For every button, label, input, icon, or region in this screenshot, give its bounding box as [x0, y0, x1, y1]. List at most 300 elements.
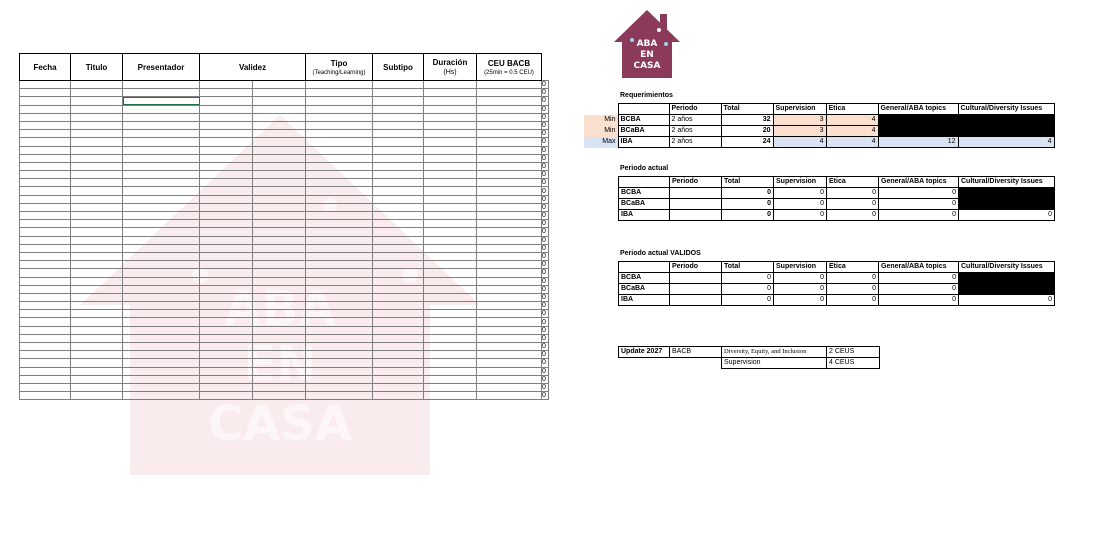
table-cell[interactable]: [123, 310, 200, 318]
table-cell[interactable]: [424, 195, 477, 203]
table-cell[interactable]: [200, 203, 253, 211]
table-cell[interactable]: [71, 228, 123, 236]
ceu-cell[interactable]: 0: [542, 359, 549, 367]
table-cell[interactable]: [253, 375, 306, 383]
table-cell[interactable]: [373, 334, 424, 342]
header-cell[interactable]: Periodo: [670, 262, 722, 273]
table-cell[interactable]: [306, 277, 373, 285]
table-cell[interactable]: [424, 334, 477, 342]
table-cell[interactable]: [424, 171, 477, 179]
table-cell[interactable]: [123, 97, 200, 105]
table-cell[interactable]: [253, 81, 306, 89]
header-cell[interactable]: General/ABA topics: [878, 104, 958, 115]
table-cell[interactable]: [71, 121, 123, 129]
table-cell[interactable]: [306, 220, 373, 228]
table-cell[interactable]: [253, 261, 306, 269]
header-cell[interactable]: Periodo: [670, 177, 722, 188]
table-cell[interactable]: [71, 154, 123, 162]
table-cell[interactable]: [477, 171, 542, 179]
table-cell[interactable]: [253, 310, 306, 318]
table-cell[interactable]: [424, 81, 477, 89]
update-org[interactable]: BACB: [670, 347, 722, 358]
table-cell[interactable]: [424, 318, 477, 326]
table-cell[interactable]: [123, 220, 200, 228]
table-cell[interactable]: [477, 334, 542, 342]
table-cell[interactable]: [123, 285, 200, 293]
table-cell[interactable]: [373, 359, 424, 367]
cultural-cell[interactable]: 4: [958, 137, 1054, 148]
table-cell[interactable]: [123, 277, 200, 285]
header-ceu[interactable]: CEU BACB (25min = 0.5 CEU): [477, 54, 542, 81]
table-cell[interactable]: [123, 113, 200, 121]
table-cell[interactable]: [306, 334, 373, 342]
table-cell[interactable]: [253, 269, 306, 277]
general-cell[interactable]: 12: [878, 137, 958, 148]
ceu-cell[interactable]: 0: [542, 81, 549, 89]
table-cell[interactable]: [424, 146, 477, 154]
table-cell[interactable]: [424, 212, 477, 220]
table-cell[interactable]: [253, 146, 306, 154]
table-cell[interactable]: [71, 195, 123, 203]
table-cell[interactable]: [20, 121, 71, 129]
ceu-cell[interactable]: 0: [542, 261, 549, 269]
header-fecha[interactable]: Fecha: [20, 54, 71, 81]
table-cell[interactable]: [253, 162, 306, 170]
table-cell[interactable]: [200, 228, 253, 236]
table-cell[interactable]: [71, 89, 123, 97]
table-cell[interactable]: [477, 302, 542, 310]
cultural-cell[interactable]: [959, 188, 1055, 199]
table-cell[interactable]: [200, 367, 253, 375]
ceu-cell[interactable]: 0: [542, 130, 549, 138]
supervision-cell[interactable]: 4: [773, 137, 826, 148]
periodo-cell[interactable]: [670, 284, 722, 295]
table-cell[interactable]: [200, 277, 253, 285]
table-cell[interactable]: [123, 138, 200, 146]
update-ceus-1[interactable]: 2 CEUS: [827, 347, 880, 358]
table-cell[interactable]: [477, 187, 542, 195]
table-cell[interactable]: [253, 138, 306, 146]
table-cell[interactable]: [123, 252, 200, 260]
table-cell[interactable]: [306, 293, 373, 301]
ceu-cell[interactable]: 0: [542, 244, 549, 252]
total-cell[interactable]: 0: [722, 273, 774, 284]
name-cell[interactable]: BCaBA: [619, 199, 670, 210]
table-cell[interactable]: [20, 97, 71, 105]
table-cell[interactable]: [306, 171, 373, 179]
table-cell[interactable]: [306, 113, 373, 121]
table-cell[interactable]: [424, 269, 477, 277]
table-cell[interactable]: [200, 121, 253, 129]
table-cell[interactable]: [373, 326, 424, 334]
table-cell[interactable]: [373, 187, 424, 195]
table-cell[interactable]: [123, 121, 200, 129]
table-cell[interactable]: [424, 392, 477, 400]
table-cell[interactable]: [373, 244, 424, 252]
etica-cell[interactable]: 4: [826, 115, 878, 126]
table-cell[interactable]: [253, 359, 306, 367]
table-cell[interactable]: [71, 130, 123, 138]
table-cell[interactable]: [477, 318, 542, 326]
table-cell[interactable]: [20, 277, 71, 285]
header-cell[interactable]: Total: [722, 262, 774, 273]
table-cell[interactable]: [373, 171, 424, 179]
etica-cell[interactable]: 0: [827, 188, 879, 199]
table-cell[interactable]: [71, 179, 123, 187]
table-cell[interactable]: [123, 293, 200, 301]
table-cell[interactable]: [71, 367, 123, 375]
table-cell[interactable]: [424, 359, 477, 367]
table-cell[interactable]: [200, 105, 253, 113]
table-cell[interactable]: [253, 195, 306, 203]
table-cell[interactable]: [20, 203, 71, 211]
table-cell[interactable]: [477, 383, 542, 391]
ceu-cell[interactable]: 0: [542, 375, 549, 383]
table-cell[interactable]: [123, 351, 200, 359]
table-cell[interactable]: [20, 261, 71, 269]
name-cell[interactable]: BCBA: [618, 115, 669, 126]
table-cell[interactable]: [424, 138, 477, 146]
table-cell[interactable]: [477, 154, 542, 162]
table-cell[interactable]: [424, 130, 477, 138]
supervision-cell[interactable]: 0: [774, 188, 827, 199]
table-cell[interactable]: [71, 302, 123, 310]
supervision-cell[interactable]: 0: [774, 210, 827, 221]
table-cell[interactable]: [200, 334, 253, 342]
table-cell[interactable]: [200, 89, 253, 97]
cultural-cell[interactable]: 0: [959, 295, 1055, 306]
table-cell[interactable]: [477, 236, 542, 244]
table-cell[interactable]: [123, 162, 200, 170]
total-cell[interactable]: 32: [721, 115, 773, 126]
header-cell[interactable]: Supervision: [774, 177, 827, 188]
table-cell[interactable]: [306, 310, 373, 318]
table-cell[interactable]: [306, 375, 373, 383]
ceu-cell[interactable]: 0: [542, 392, 549, 400]
table-cell[interactable]: [373, 138, 424, 146]
ceu-cell[interactable]: 0: [542, 293, 549, 301]
periodo-cell[interactable]: [670, 295, 722, 306]
ceu-cell[interactable]: 0: [542, 236, 549, 244]
table-cell[interactable]: [477, 277, 542, 285]
table-cell[interactable]: [20, 171, 71, 179]
table-cell[interactable]: [477, 359, 542, 367]
table-cell[interactable]: [306, 392, 373, 400]
table-cell[interactable]: [253, 252, 306, 260]
table-cell[interactable]: [424, 343, 477, 351]
cultural-cell[interactable]: [959, 199, 1055, 210]
table-cell[interactable]: [123, 89, 200, 97]
table-cell[interactable]: [424, 203, 477, 211]
table-cell[interactable]: [306, 261, 373, 269]
etica-cell[interactable]: 4: [826, 137, 878, 148]
periodo-cell[interactable]: 2 años: [669, 137, 721, 148]
table-cell[interactable]: [123, 367, 200, 375]
table-cell[interactable]: [200, 146, 253, 154]
table-cell[interactable]: [373, 195, 424, 203]
header-cell[interactable]: Cultural/Diversity Issues: [959, 177, 1055, 188]
table-cell[interactable]: [253, 383, 306, 391]
supervision-cell[interactable]: 0: [774, 199, 827, 210]
table-cell[interactable]: [306, 318, 373, 326]
table-cell[interactable]: [373, 121, 424, 129]
table-cell[interactable]: [424, 179, 477, 187]
etica-cell[interactable]: 4: [826, 126, 878, 137]
table-cell[interactable]: [20, 269, 71, 277]
table-cell[interactable]: [253, 105, 306, 113]
table-cell[interactable]: [424, 310, 477, 318]
cultural-cell[interactable]: [959, 273, 1055, 284]
table-cell[interactable]: [253, 293, 306, 301]
table-cell[interactable]: [200, 179, 253, 187]
table-cell[interactable]: [253, 351, 306, 359]
table-cell[interactable]: [123, 343, 200, 351]
cultural-cell[interactable]: [958, 115, 1054, 126]
table-cell[interactable]: [306, 285, 373, 293]
table-cell[interactable]: [373, 130, 424, 138]
table-cell[interactable]: [253, 244, 306, 252]
header-cell[interactable]: Cultural/Diversity Issues: [958, 104, 1054, 115]
table-cell[interactable]: [306, 138, 373, 146]
table-cell[interactable]: [71, 383, 123, 391]
table-cell[interactable]: [20, 195, 71, 203]
table-cell[interactable]: [200, 318, 253, 326]
table-cell[interactable]: [253, 326, 306, 334]
table-cell[interactable]: [424, 261, 477, 269]
name-cell[interactable]: BCaBA: [618, 126, 669, 137]
table-cell[interactable]: [20, 375, 71, 383]
table-cell[interactable]: [477, 343, 542, 351]
ceu-cell[interactable]: 0: [542, 146, 549, 154]
table-cell[interactable]: [373, 162, 424, 170]
ceu-cell[interactable]: 0: [542, 171, 549, 179]
ceu-cell[interactable]: 0: [542, 252, 549, 260]
ceu-cell[interactable]: 0: [542, 212, 549, 220]
periodo-cell[interactable]: [670, 210, 722, 221]
table-cell[interactable]: [71, 244, 123, 252]
table-cell[interactable]: [306, 269, 373, 277]
table-cell[interactable]: [306, 236, 373, 244]
table-cell[interactable]: [253, 113, 306, 121]
table-cell[interactable]: [123, 171, 200, 179]
table-cell[interactable]: [253, 89, 306, 97]
ceu-cell[interactable]: 0: [542, 302, 549, 310]
table-cell[interactable]: [477, 326, 542, 334]
table-cell[interactable]: [424, 154, 477, 162]
table-cell[interactable]: [200, 383, 253, 391]
table-cell[interactable]: [373, 81, 424, 89]
periodo-cell[interactable]: [670, 273, 722, 284]
header-cell[interactable]: Periodo: [669, 104, 721, 115]
table-cell[interactable]: [253, 121, 306, 129]
table-cell[interactable]: [123, 392, 200, 400]
table-cell[interactable]: [424, 252, 477, 260]
table-cell[interactable]: [253, 187, 306, 195]
table-cell[interactable]: [373, 203, 424, 211]
table-cell[interactable]: [71, 236, 123, 244]
ceu-cell[interactable]: 0: [542, 89, 549, 97]
table-cell[interactable]: [373, 343, 424, 351]
ceu-cell[interactable]: 0: [542, 162, 549, 170]
table-cell[interactable]: [123, 81, 200, 89]
table-cell[interactable]: [424, 244, 477, 252]
ceu-cell[interactable]: 0: [542, 310, 549, 318]
table-cell[interactable]: [306, 302, 373, 310]
table-cell[interactable]: [200, 326, 253, 334]
table-cell[interactable]: [477, 162, 542, 170]
name-cell[interactable]: BCBA: [619, 188, 670, 199]
table-cell[interactable]: [306, 252, 373, 260]
header-subtipo[interactable]: Subtipo: [373, 54, 424, 81]
table-cell[interactable]: [253, 179, 306, 187]
ceu-cell[interactable]: 0: [542, 105, 549, 113]
cultural-cell[interactable]: [959, 284, 1055, 295]
table-cell[interactable]: [306, 383, 373, 391]
table-cell[interactable]: [71, 113, 123, 121]
table-cell[interactable]: [477, 179, 542, 187]
ceu-cell[interactable]: 0: [542, 179, 549, 187]
table-cell[interactable]: [306, 89, 373, 97]
table-cell[interactable]: [71, 187, 123, 195]
table-cell[interactable]: [306, 359, 373, 367]
table-cell[interactable]: [477, 310, 542, 318]
table-cell[interactable]: [477, 195, 542, 203]
table-cell[interactable]: [306, 351, 373, 359]
table-cell[interactable]: [200, 359, 253, 367]
supervision-cell[interactable]: 0: [774, 284, 827, 295]
table-cell[interactable]: [424, 367, 477, 375]
ceu-cell[interactable]: 0: [542, 228, 549, 236]
table-cell[interactable]: [123, 383, 200, 391]
table-cell[interactable]: [123, 187, 200, 195]
table-cell[interactable]: [71, 334, 123, 342]
table-cell[interactable]: [123, 195, 200, 203]
table-cell[interactable]: [306, 244, 373, 252]
general-cell[interactable]: [878, 126, 958, 137]
table-cell[interactable]: [20, 392, 71, 400]
table-cell[interactable]: [424, 383, 477, 391]
table-cell[interactable]: [477, 220, 542, 228]
header-cell[interactable]: General/ABA topics: [879, 262, 959, 273]
table-cell[interactable]: [123, 146, 200, 154]
table-cell[interactable]: [71, 252, 123, 260]
table-cell[interactable]: [200, 97, 253, 105]
table-cell[interactable]: [123, 179, 200, 187]
table-cell[interactable]: [373, 293, 424, 301]
header-cell[interactable]: Total: [721, 104, 773, 115]
table-cell[interactable]: [200, 154, 253, 162]
table-cell[interactable]: [477, 244, 542, 252]
table-cell[interactable]: [477, 375, 542, 383]
name-cell[interactable]: BCaBA: [619, 284, 670, 295]
table-cell[interactable]: [373, 179, 424, 187]
table-cell[interactable]: [71, 318, 123, 326]
table-cell[interactable]: [200, 113, 253, 121]
table-cell[interactable]: [477, 89, 542, 97]
header-validez[interactable]: Validez: [200, 54, 306, 81]
table-cell[interactable]: [477, 121, 542, 129]
table-cell[interactable]: [71, 203, 123, 211]
table-cell[interactable]: [373, 367, 424, 375]
table-cell[interactable]: [424, 121, 477, 129]
table-cell[interactable]: [123, 359, 200, 367]
header-cell[interactable]: [618, 104, 669, 115]
table-cell[interactable]: [424, 285, 477, 293]
table-cell[interactable]: [200, 236, 253, 244]
ceu-cell[interactable]: 0: [542, 97, 549, 105]
table-cell[interactable]: [253, 318, 306, 326]
table-cell[interactable]: [20, 359, 71, 367]
table-cell[interactable]: [306, 121, 373, 129]
table-cell[interactable]: [424, 113, 477, 121]
table-cell[interactable]: [373, 310, 424, 318]
table-cell[interactable]: [373, 146, 424, 154]
table-cell[interactable]: [373, 285, 424, 293]
table-cell[interactable]: [424, 236, 477, 244]
table-cell[interactable]: [424, 162, 477, 170]
general-cell[interactable]: 0: [879, 188, 959, 199]
table-cell[interactable]: [477, 351, 542, 359]
table-cell[interactable]: [123, 105, 200, 113]
table-cell[interactable]: [20, 220, 71, 228]
table-cell[interactable]: [200, 195, 253, 203]
table-cell[interactable]: [200, 187, 253, 195]
table-cell[interactable]: [200, 252, 253, 260]
table-cell[interactable]: [20, 302, 71, 310]
table-cell[interactable]: [20, 89, 71, 97]
table-cell[interactable]: [20, 130, 71, 138]
table-cell[interactable]: [306, 97, 373, 105]
table-cell[interactable]: [373, 220, 424, 228]
table-cell[interactable]: [20, 367, 71, 375]
table-cell[interactable]: [306, 195, 373, 203]
table-cell[interactable]: [20, 318, 71, 326]
table-cell[interactable]: [20, 105, 71, 113]
table-cell[interactable]: [20, 187, 71, 195]
update-topic-1[interactable]: Diversity, Equity, and Inclusion: [722, 347, 827, 358]
table-cell[interactable]: [20, 244, 71, 252]
total-cell[interactable]: 0: [722, 199, 774, 210]
table-cell[interactable]: [477, 367, 542, 375]
table-cell[interactable]: [424, 375, 477, 383]
table-cell[interactable]: [424, 187, 477, 195]
header-cell[interactable]: [619, 177, 670, 188]
table-cell[interactable]: [123, 203, 200, 211]
table-cell[interactable]: [123, 302, 200, 310]
table-cell[interactable]: [477, 285, 542, 293]
table-cell[interactable]: [200, 293, 253, 301]
table-cell[interactable]: [20, 343, 71, 351]
ceu-cell[interactable]: 0: [542, 326, 549, 334]
table-cell[interactable]: [123, 375, 200, 383]
table-cell[interactable]: [71, 392, 123, 400]
header-titulo[interactable]: Titulo: [71, 54, 123, 81]
table-cell[interactable]: [71, 220, 123, 228]
supervision-cell[interactable]: 0: [774, 295, 827, 306]
ceu-cell[interactable]: 0: [542, 187, 549, 195]
table-cell[interactable]: [424, 302, 477, 310]
table-cell[interactable]: [253, 343, 306, 351]
table-cell[interactable]: [200, 130, 253, 138]
table-cell[interactable]: [373, 252, 424, 260]
header-cell[interactable]: Supervision: [773, 104, 826, 115]
table-cell[interactable]: [71, 146, 123, 154]
table-cell[interactable]: [477, 138, 542, 146]
table-cell[interactable]: [123, 261, 200, 269]
header-cell[interactable]: Etica: [827, 177, 879, 188]
header-cell[interactable]: Etica: [827, 262, 879, 273]
table-cell[interactable]: [253, 236, 306, 244]
